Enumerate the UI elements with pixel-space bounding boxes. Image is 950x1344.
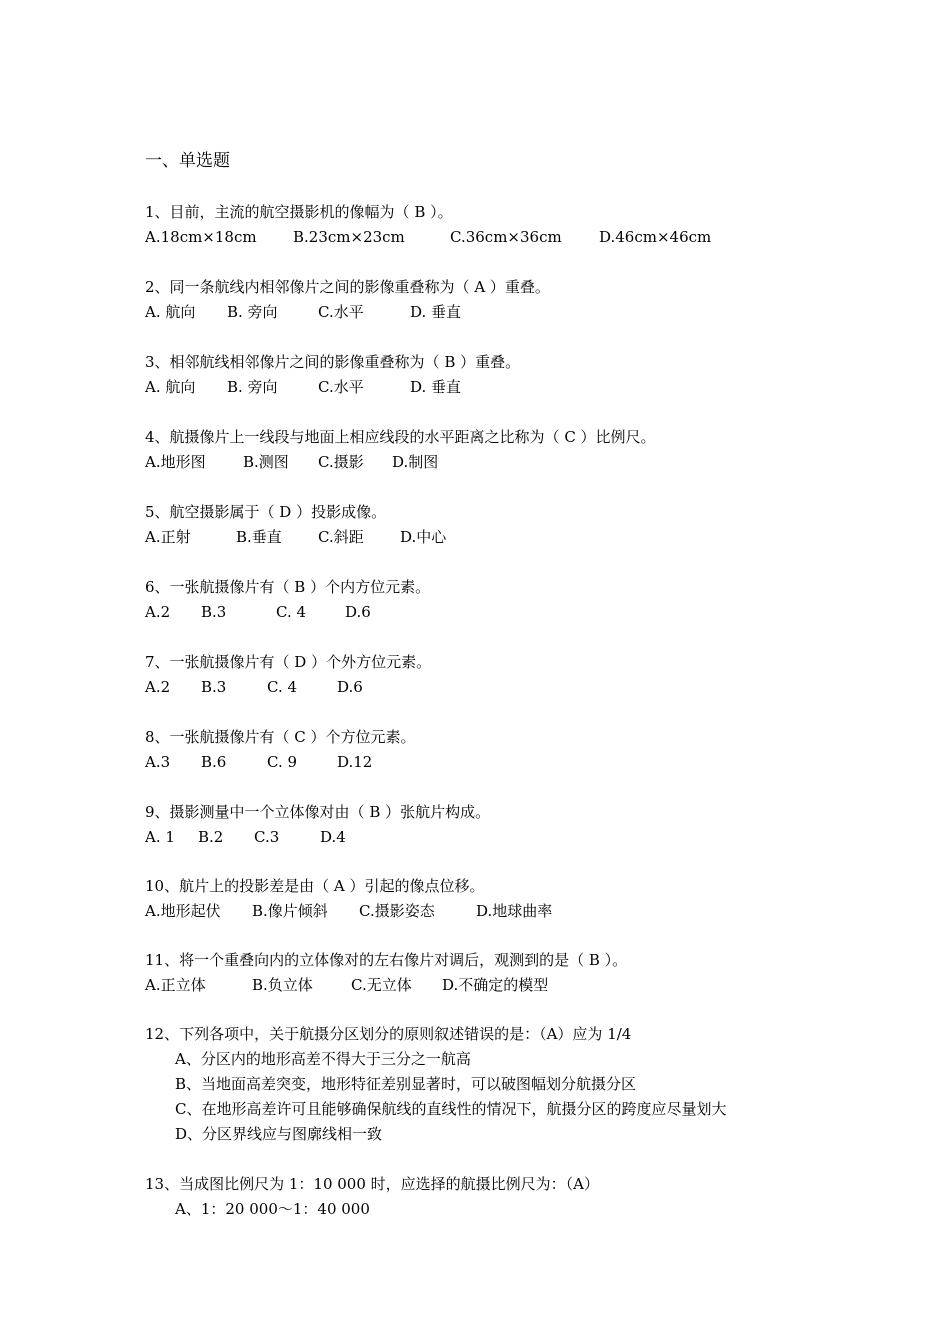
option-c: C.摄影	[318, 453, 364, 471]
option-d: D.地球曲率	[476, 902, 553, 920]
option-c: C. 4	[276, 603, 307, 621]
question-text: 12、下列各项中，关于航摄分区划分的原则叙述错误的是：（A）应为 1/4	[145, 1025, 632, 1043]
option-a: A. 1	[145, 828, 175, 846]
option-a: A.正射	[145, 528, 191, 546]
options-row	[145, 300, 845, 325]
option-b: B. 旁向	[227, 378, 278, 396]
option-c: C. 9	[267, 753, 298, 771]
option-d: D.4	[320, 828, 346, 846]
question-text: 13、当成图比例尺为 1：10 000 时，应选择的航摄比例尺为：（A）	[145, 1175, 599, 1193]
option-a: A、1：20 000～1：40 000	[175, 1200, 370, 1218]
question-text: 7、一张航摄像片有（ D ）个外方位元素。	[145, 653, 432, 671]
question-9	[145, 800, 845, 850]
option-a: A.3	[145, 753, 171, 771]
question-12	[145, 1022, 845, 1147]
option-d: D.6	[337, 678, 363, 696]
question-2	[145, 275, 845, 325]
question-text: 8、一张航摄像片有（ C ）个方位元素。	[145, 728, 416, 746]
option-b: B.2	[198, 828, 224, 846]
options-row	[145, 375, 845, 400]
options-row	[145, 225, 845, 250]
option-b: B.像片倾斜	[252, 902, 328, 920]
options-row	[145, 973, 845, 998]
option-a: A.2	[145, 678, 171, 696]
option-b: B.23cm×23cm	[293, 228, 405, 246]
option-c: C. 4	[267, 678, 298, 696]
option-b: B.测图	[243, 453, 289, 471]
option-d: D.中心	[400, 528, 447, 546]
question-1	[145, 200, 845, 250]
option-a: A、分区内的地形高差不得大于三分之一航高	[175, 1050, 471, 1068]
question-4	[145, 425, 845, 475]
option-a: A.2	[145, 603, 171, 621]
option-a: A.正立体	[145, 976, 206, 994]
option-c: C.摄影姿态	[359, 902, 435, 920]
question-11	[145, 948, 845, 998]
question-13	[145, 1172, 845, 1222]
option-a: A.18cm×18cm	[145, 228, 257, 246]
option-d: D、分区界线应与图廓线相一致	[175, 1125, 383, 1143]
option-b: B. 旁向	[227, 303, 278, 321]
option-c: C.斜距	[318, 528, 364, 546]
option-d: D.制图	[392, 453, 439, 471]
question-3	[145, 350, 845, 400]
option-b: B.负立体	[252, 976, 313, 994]
question-text: 6、一张航摄像片有（ B ）个内方位元素。	[145, 578, 431, 596]
option-d: D. 垂直	[410, 303, 462, 321]
question-text: 11、将一个重叠向内的立体像对的左右像片对调后，观测到的是（ B ）。	[145, 951, 628, 969]
option-c: C.36cm×36cm	[450, 228, 562, 246]
question-text: 2、同一条航线内相邻像片之间的影像重叠称为（ A ）重叠。	[145, 278, 550, 296]
options-row	[145, 450, 845, 475]
question-7	[145, 650, 845, 700]
options-row	[145, 525, 845, 550]
section-title: 一、单选题	[145, 151, 230, 171]
options-row	[145, 750, 845, 775]
option-a: A.地形起伏	[145, 902, 221, 920]
question-text: 9、摄影测量中一个立体像对由（ B ）张航片构成。	[145, 803, 491, 821]
options-row	[145, 899, 845, 924]
option-d: D. 垂直	[410, 378, 462, 396]
option-d: D.6	[345, 603, 371, 621]
option-b: B.垂直	[236, 528, 282, 546]
option-a: A. 航向	[145, 303, 196, 321]
options-row	[145, 600, 845, 625]
option-c: C、在地形高差许可且能够确保航线的直线性的情况下，航摄分区的跨度应尽量划大	[175, 1100, 727, 1118]
question-text: 3、相邻航线相邻像片之间的影像重叠称为（ B ）重叠。	[145, 353, 521, 371]
option-a: A.地形图	[145, 453, 206, 471]
question-text: 1、目前，主流的航空摄影机的像幅为（ B ）。	[145, 203, 453, 221]
option-a: A. 航向	[145, 378, 196, 396]
question-text: 5、航空摄影属于（ D ）投影成像。	[145, 503, 387, 521]
option-b: B.3	[201, 603, 227, 621]
question-text: 4、航摄像片上一线段与地面上相应线段的水平距离之比称为（ C ）比例尺。	[145, 428, 656, 446]
question-10	[145, 874, 845, 924]
option-b: B.3	[201, 678, 227, 696]
options-row	[145, 825, 845, 850]
question-text: 10、航片上的投影差是由（ A ）引起的像点位移。	[145, 877, 485, 895]
option-c: C.水平	[318, 303, 364, 321]
question-6	[145, 575, 845, 625]
option-b: B.6	[201, 753, 227, 771]
question-8	[145, 725, 845, 775]
option-d: D.12	[337, 753, 373, 771]
option-d: D.不确定的模型	[442, 976, 549, 994]
option-c: C.3	[254, 828, 280, 846]
options-row	[145, 675, 845, 700]
question-5	[145, 500, 845, 550]
option-c: C.无立体	[351, 976, 412, 994]
option-b: B、当地面高差突变，地形特征差别显著时，可以破图幅划分航摄分区	[175, 1075, 637, 1093]
option-d: D.46cm×46cm	[599, 228, 712, 246]
option-c: C.水平	[318, 378, 364, 396]
